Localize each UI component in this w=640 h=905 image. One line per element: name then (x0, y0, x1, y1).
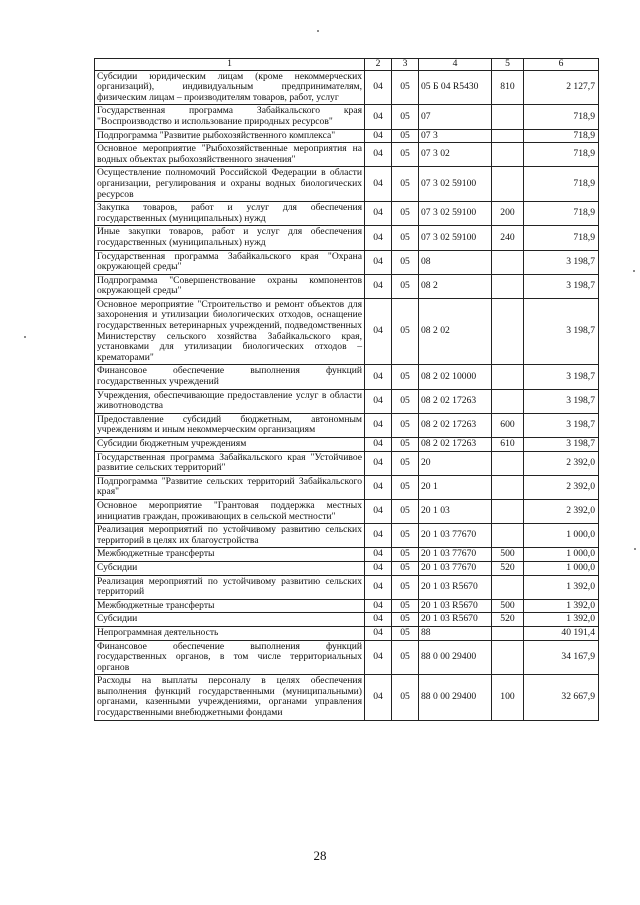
cell-name: Государственная программа Забайкальского края "Охрана окружающей среды" (95, 250, 365, 274)
cell-expense-type (492, 143, 524, 167)
cell-expense-type: 500 (492, 599, 524, 613)
cell-subsection: 05 (392, 548, 419, 562)
header-col-1: 1 (95, 59, 365, 71)
cell-name: Финансовое обеспечение выполнения функций государственных учреждений (95, 365, 365, 389)
cell-amount: 2 127,7 (524, 70, 599, 105)
cell-name: Учреждения, обеспечивающие предоставление услуг в области животноводства (95, 389, 365, 413)
cell-target-code: 20 1 03 77670 (419, 548, 492, 562)
cell-name: Расходы на выплаты персоналу в целях обеспечения выполнения функций государственными (муниципальными) органами, казенными учреждениями, органами управления государственными внебюджетными фондами (95, 675, 365, 720)
cell-target-code: 08 2 02 10000 (419, 365, 492, 389)
cell-amount: 2 392,0 (524, 499, 599, 523)
cell-target-code: 08 2 (419, 274, 492, 298)
cell-section: 04 (365, 389, 392, 413)
cell-section: 04 (365, 613, 392, 627)
cell-name: Подпрограмма "Совершенствование охраны компонентов окружающей среды" (95, 274, 365, 298)
cell-name: Осуществление полномочий Российской Федерации в области организации, регулирования и охраны водных биологических ресурсов (95, 167, 365, 202)
cell-name: Государственная программа Забайкальского края "Воспроизводство и использование природных ресурсов" (95, 105, 365, 129)
cell-expense-type (492, 129, 524, 143)
cell-subsection: 05 (392, 640, 419, 675)
cell-expense-type (492, 250, 524, 274)
header-col-3: 3 (392, 59, 419, 71)
cell-target-code: 08 2 02 17263 (419, 413, 492, 437)
cell-name: Реализация мероприятий по устойчивому развитию сельских территорий (95, 575, 365, 599)
table-row (95, 524, 599, 548)
cell-subsection: 05 (392, 475, 419, 499)
cell-subsection: 05 (392, 675, 419, 720)
table-row (95, 250, 599, 274)
cell-section: 04 (365, 143, 392, 167)
cell-amount: 1 392,0 (524, 575, 599, 599)
cell-target-code: 88 0 00 29400 (419, 675, 492, 720)
cell-name: Финансовое обеспечение выполнения функций государственных органов, в том числе территориальных органов (95, 640, 365, 675)
cell-subsection: 05 (392, 274, 419, 298)
table-row (95, 298, 599, 365)
cell-section: 04 (365, 575, 392, 599)
cell-section: 04 (365, 274, 392, 298)
table-row (95, 274, 599, 298)
cell-expense-type: 810 (492, 70, 524, 105)
cell-amount: 718,9 (524, 105, 599, 129)
cell-subsection: 05 (392, 250, 419, 274)
cell-expense-type (492, 298, 524, 365)
cell-section: 04 (365, 298, 392, 365)
cell-section: 04 (365, 226, 392, 250)
cell-expense-type (492, 451, 524, 475)
cell-name: Межбюджетные трансферты (95, 548, 365, 562)
cell-target-code: 88 (419, 626, 492, 640)
cell-amount: 3 198,7 (524, 438, 599, 452)
cell-target-code: 07 3 02 59100 (419, 202, 492, 226)
cell-subsection: 05 (392, 226, 419, 250)
cell-subsection: 05 (392, 105, 419, 129)
cell-target-code: 20 1 03 R5670 (419, 599, 492, 613)
cell-section: 04 (365, 250, 392, 274)
cell-subsection: 05 (392, 167, 419, 202)
cell-amount: 1 000,0 (524, 561, 599, 575)
cell-subsection: 05 (392, 575, 419, 599)
cell-name: Основное мероприятие "Строительство и ремонт объектов для захоронения и утилизации биологических отходов, оснащение государственных ветеринарных учреждений, подведомственных Министерству сельского хозяйства Забайкальского края, установками для утилизации биологических отходов – крематорами" (95, 298, 365, 365)
cell-section: 04 (365, 561, 392, 575)
table-row (95, 438, 599, 452)
cell-name: Подпрограмма "Развитие рыбохозяйственного комплекса" (95, 129, 365, 143)
cell-subsection: 05 (392, 389, 419, 413)
cell-amount: 1 000,0 (524, 548, 599, 562)
cell-target-code: 05 Б 04 R5430 (419, 70, 492, 105)
cell-expense-type (492, 274, 524, 298)
cell-subsection: 05 (392, 298, 419, 365)
table-row (95, 626, 599, 640)
cell-name: Непрограммная деятельность (95, 626, 365, 640)
table-row (95, 561, 599, 575)
cell-name: Предоставление субсидий бюджетным, автономным учреждениям и иным некоммерческим организациям (95, 413, 365, 437)
cell-target-code: 20 1 03 77670 (419, 524, 492, 548)
table-row (95, 451, 599, 475)
cell-target-code: 07 3 02 59100 (419, 226, 492, 250)
table-row (95, 167, 599, 202)
cell-section: 04 (365, 640, 392, 675)
cell-expense-type (492, 167, 524, 202)
cell-expense-type: 240 (492, 226, 524, 250)
cell-section: 04 (365, 599, 392, 613)
cell-amount: 3 198,7 (524, 389, 599, 413)
cell-amount: 32 667,9 (524, 675, 599, 720)
table-row (95, 499, 599, 523)
table-row (95, 389, 599, 413)
table-row (95, 70, 599, 105)
cell-name: Субсидии бюджетным учреждениям (95, 438, 365, 452)
cell-target-code: 20 1 03 R5670 (419, 613, 492, 627)
table-row (95, 365, 599, 389)
cell-amount: 3 198,7 (524, 298, 599, 365)
table-row (95, 548, 599, 562)
table-row (95, 613, 599, 627)
cell-subsection: 05 (392, 451, 419, 475)
table-row (95, 675, 599, 720)
cell-section: 04 (365, 202, 392, 226)
scan-speck (24, 336, 26, 338)
cell-subsection: 05 (392, 70, 419, 105)
cell-name: Подпрограмма "Развитие сельских территорий Забайкальского края" (95, 475, 365, 499)
cell-expense-type (492, 640, 524, 675)
header-col-5: 5 (492, 59, 524, 71)
cell-section: 04 (365, 499, 392, 523)
cell-amount: 3 198,7 (524, 250, 599, 274)
table-row (95, 129, 599, 143)
cell-section: 04 (365, 438, 392, 452)
header-col-4: 4 (419, 59, 492, 71)
cell-subsection: 05 (392, 524, 419, 548)
cell-amount: 718,9 (524, 129, 599, 143)
cell-target-code: 08 2 02 17263 (419, 438, 492, 452)
cell-amount: 2 392,0 (524, 475, 599, 499)
cell-section: 04 (365, 475, 392, 499)
cell-subsection: 05 (392, 561, 419, 575)
cell-section: 04 (365, 105, 392, 129)
table-row (95, 475, 599, 499)
header-col-2: 2 (365, 59, 392, 71)
cell-expense-type: 100 (492, 675, 524, 720)
cell-subsection: 05 (392, 413, 419, 437)
table-row (95, 226, 599, 250)
cell-name: Субсидии юридическим лицам (кроме некоммерческих организаций), индивидуальным предпринимателям, физическим лицам – производителям товаров, работ, услуг (95, 70, 365, 105)
cell-amount: 34 167,9 (524, 640, 599, 675)
header-row (95, 59, 599, 71)
cell-expense-type (492, 105, 524, 129)
cell-section: 04 (365, 675, 392, 720)
cell-expense-type: 610 (492, 438, 524, 452)
scan-speck (317, 30, 319, 32)
cell-target-code: 08 (419, 250, 492, 274)
cell-target-code: 08 2 02 (419, 298, 492, 365)
cell-name: Закупка товаров, работ и услуг для обеспечения государственных (муниципальных) нужд (95, 202, 365, 226)
cell-amount: 718,9 (524, 202, 599, 226)
cell-target-code: 20 1 03 R5670 (419, 575, 492, 599)
cell-expense-type (492, 475, 524, 499)
cell-name: Иные закупки товаров, работ и услуг для обеспечения государственных (муниципальных) нужд (95, 226, 365, 250)
cell-expense-type (492, 575, 524, 599)
cell-amount: 718,9 (524, 167, 599, 202)
scan-speck (634, 548, 636, 550)
table-row (95, 413, 599, 437)
cell-expense-type (492, 626, 524, 640)
cell-name: Основное мероприятие "Рыбохозяйственные мероприятия на водных объектах рыбохозяйственного значения" (95, 143, 365, 167)
cell-amount: 1 000,0 (524, 524, 599, 548)
cell-target-code: 07 3 (419, 129, 492, 143)
cell-target-code: 08 2 02 17263 (419, 389, 492, 413)
page-number: 28 (313, 848, 327, 863)
cell-target-code: 07 3 02 (419, 143, 492, 167)
cell-expense-type: 500 (492, 548, 524, 562)
cell-amount: 718,9 (524, 143, 599, 167)
cell-expense-type: 520 (492, 613, 524, 627)
table-row (95, 105, 599, 129)
cell-section: 04 (365, 129, 392, 143)
table-row (95, 143, 599, 167)
cell-amount: 40 191,4 (524, 626, 599, 640)
cell-subsection: 05 (392, 365, 419, 389)
cell-target-code: 07 3 02 59100 (419, 167, 492, 202)
cell-target-code: 20 1 03 77670 (419, 561, 492, 575)
cell-expense-type: 600 (492, 413, 524, 437)
cell-subsection: 05 (392, 143, 419, 167)
cell-section: 04 (365, 70, 392, 105)
cell-target-code: 07 (419, 105, 492, 129)
table-row (95, 640, 599, 675)
cell-subsection: 05 (392, 613, 419, 627)
cell-subsection: 05 (392, 129, 419, 143)
cell-name: Государственная программа Забайкальского края "Устойчивое развитие сельских территорий" (95, 451, 365, 475)
cell-name: Межбюджетные трансферты (95, 599, 365, 613)
cell-amount: 3 198,7 (524, 274, 599, 298)
table-row (95, 599, 599, 613)
budget-table (94, 58, 599, 721)
cell-expense-type (492, 499, 524, 523)
cell-expense-type: 200 (492, 202, 524, 226)
cell-name: Основное мероприятие "Грантовая поддержка местных инициатив граждан, проживающих в сельской местности" (95, 499, 365, 523)
cell-amount: 1 392,0 (524, 599, 599, 613)
header-col-6: 6 (524, 59, 599, 71)
cell-amount: 3 198,7 (524, 365, 599, 389)
cell-section: 04 (365, 548, 392, 562)
cell-amount: 2 392,0 (524, 451, 599, 475)
cell-section: 04 (365, 365, 392, 389)
cell-target-code: 20 (419, 451, 492, 475)
cell-name: Реализация мероприятий по устойчивому развитию сельских территорий в целях их благоустройства (95, 524, 365, 548)
cell-subsection: 05 (392, 626, 419, 640)
cell-name: Субсидии (95, 561, 365, 575)
cell-name: Субсидии (95, 613, 365, 627)
table-row (95, 202, 599, 226)
cell-amount: 718,9 (524, 226, 599, 250)
cell-expense-type (492, 365, 524, 389)
table-row (95, 575, 599, 599)
cell-expense-type (492, 389, 524, 413)
cell-expense-type (492, 524, 524, 548)
cell-section: 04 (365, 626, 392, 640)
cell-amount: 1 392,0 (524, 613, 599, 627)
cell-target-code: 88 0 00 29400 (419, 640, 492, 675)
cell-section: 04 (365, 451, 392, 475)
cell-subsection: 05 (392, 202, 419, 226)
cell-amount: 3 198,7 (524, 413, 599, 437)
table-body (95, 70, 599, 720)
scan-speck (633, 270, 635, 272)
cell-target-code: 20 1 (419, 475, 492, 499)
cell-section: 04 (365, 413, 392, 437)
cell-expense-type: 520 (492, 561, 524, 575)
cell-target-code: 20 1 03 (419, 499, 492, 523)
cell-subsection: 05 (392, 599, 419, 613)
cell-section: 04 (365, 524, 392, 548)
cell-subsection: 05 (392, 438, 419, 452)
cell-section: 04 (365, 167, 392, 202)
cell-subsection: 05 (392, 499, 419, 523)
